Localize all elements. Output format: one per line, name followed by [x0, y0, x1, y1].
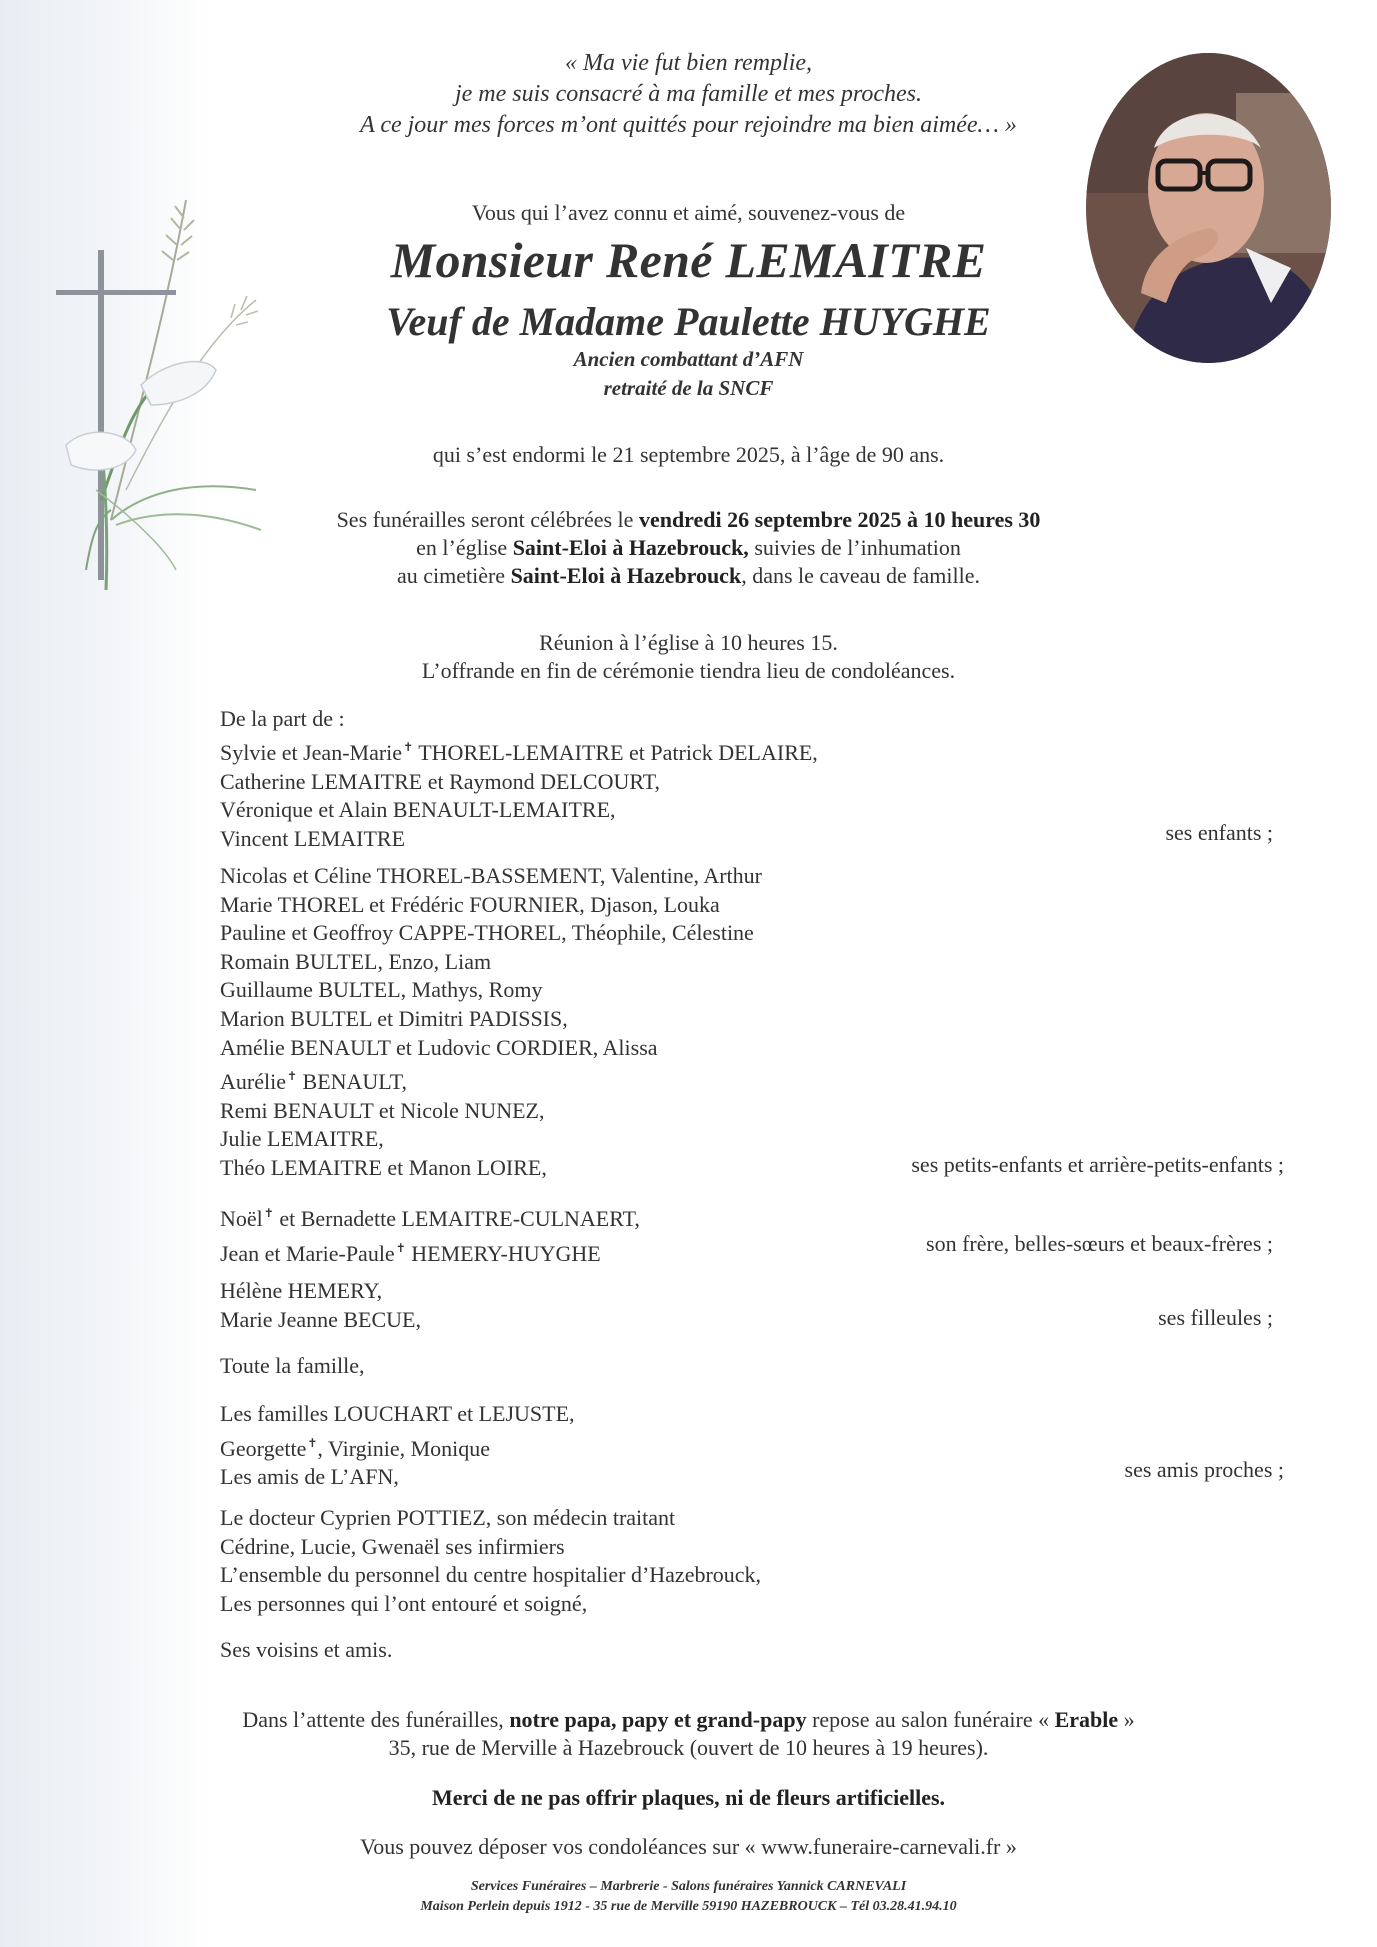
reunion-line-1: Réunion à l’église à 10 heures 15. [539, 630, 838, 655]
list-item: Véronique et Alain BENAULT-LEMAITRE, [220, 797, 616, 823]
list-item: Cédrine, Lucie, Gwenaël ses infirmiers [220, 1533, 565, 1559]
whole-family: Toute la famille, [220, 1353, 365, 1378]
quote-line-2: je me suis consacré à ma famille et mes proches. [454, 81, 922, 107]
footer-line-1: Services Funéraires – Marbrerie - Salons funéraires Yannick CARNEVALI [470, 1879, 907, 1894]
cross-icon: ✝ [395, 1240, 406, 1255]
list-item: Nicolas et Céline THOREL-BASSEMENT, Valentine, Arthur [220, 863, 762, 888]
relation-friends: ses amis proches ; [1124, 1457, 1284, 1482]
funeral-line-3: au cimetière Saint-Eloi à Hazebrouck, dans le caveau de famille. [396, 563, 981, 588]
no-plaques-notice: Merci de ne pas offrir plaques, ni de fleurs artificielles. [431, 1785, 946, 1810]
condolences-line: Vous pouvez déposer vos condoléances sur « www.funeraire-carnevali.fr » [360, 1834, 1017, 1859]
grandchildren-list [220, 862, 762, 1183]
children-list [220, 733, 818, 853]
deceased-name: Monsieur René LEMAITRE [390, 232, 987, 288]
list-item: Marie THOREL et Frédéric FOURNIER, Djason, Louka [220, 891, 720, 917]
title-sncf: retraité de la SNCF [603, 376, 774, 400]
funeral-line-2: en l’église Saint-Eloi à Hazebrouck, suivies de l’inhumation [416, 535, 961, 560]
list-item: Vincent LEMAITRE [220, 825, 406, 851]
death-notice: qui s’est endormi le 21 septembre 2025, à l’âge de 90 ans. [432, 442, 945, 467]
cross-icon: ✝ [307, 1435, 318, 1450]
goddaughters-list [220, 1277, 421, 1334]
list-item: Romain BULTEL, Enzo, Liam [220, 948, 492, 974]
list-item: Aurélie✝ BENAULT, [220, 1069, 408, 1095]
list-item: Marion BULTEL et Dimitri PADISSIS, [220, 1005, 568, 1031]
list-item: Pauline et Geoffroy CAPPE-THOREL, Théophile, Célestine [220, 920, 754, 946]
list-item: Catherine LEMAITRE et Raymond DELCOURT, [220, 768, 661, 794]
list-item: Marie Jeanne BECUE, [220, 1306, 421, 1332]
cross-icon: ✝ [286, 1069, 298, 1084]
list-item: Théo LEMAITRE et Manon LOIRE, [220, 1154, 547, 1180]
list-item: Les familles LOUCHART et LEJUSTE, [220, 1401, 575, 1426]
list-item: Jean et Marie-Paule✝ HEMERY-HUYGHE [220, 1240, 601, 1266]
list-item: Guillaume BULTEL, Mathys, Romy [220, 977, 543, 1003]
reunion-line-2: L’offrande en fin de cérémonie tiendra lieu de condoléances. [421, 658, 956, 683]
list-item: Amélie BENAULT et Ludovic CORDIER, Alissa [220, 1034, 658, 1060]
quote-line-1: « Ma vie fut bien remplie, [564, 50, 813, 76]
cross-icon: ✝ [403, 740, 414, 754]
list-item: Noël✝ et Bernadette LEMAITRE-CULNAERT, [220, 1206, 640, 1231]
list-item: Julie LEMAITRE, [220, 1126, 384, 1152]
family-intro: De la part de : [220, 706, 345, 731]
friends-list [220, 1400, 575, 1492]
list-item: Sylvie et Jean-Marie✝ THOREL-LEMAITRE et Patrick DELAIRE, [220, 740, 818, 765]
list-item: Remi BENAULT et Nicole NUNEZ, [220, 1097, 545, 1123]
intro-text: Vous qui l’avez connu et aimé, souvenez-vous de [471, 200, 906, 225]
neighbours: Ses voisins et amis. [220, 1637, 393, 1662]
list-item: Les amis de L’AFN, [220, 1464, 399, 1490]
relation-children: ses enfants ; [1165, 820, 1273, 845]
carers-list [220, 1504, 761, 1618]
list-item: Georgette✝, Virginie, Monique [220, 1435, 491, 1461]
list-item: Le docteur Cyprien POTTIEZ, son médecin traitant [220, 1505, 676, 1530]
list-item: L’ensemble du personnel du centre hospitalier d’Hazebrouck, [220, 1562, 762, 1588]
spouse-line: Veuf de Madame Paulette HUYGHE [386, 299, 991, 344]
quote-line-3: A ce jour mes forces m’ont quittés pour rejoindre ma bien aimée… » [360, 112, 1017, 138]
funeral-line-1: Ses funérailles seront célébrées le vendredi 26 septembre 2025 à 10 heures 30 [336, 507, 1041, 532]
list-item: Hélène HEMERY, [220, 1278, 383, 1303]
repose-line-1: Dans l’attente des funérailles, notre papa, papy et grand-papy repose au salon funéraire « Erable » [242, 1707, 1135, 1732]
relation-goddaughters: ses filleules ; [1158, 1305, 1273, 1330]
relation-grandchildren: ses petits-enfants et arrière-petits-enfants ; [911, 1152, 1284, 1177]
relation-siblings: son frère, belles-sœurs et beaux-frères ; [926, 1231, 1273, 1256]
list-item: Les personnes qui l’ont entouré et soigné, [220, 1590, 588, 1616]
cross-icon: ✝ [263, 1206, 274, 1220]
siblings-list [220, 1199, 640, 1268]
repose-line-2: 35, rue de Merville à Hazebrouck (ouvert de 10 heures à 19 heures). [388, 1735, 989, 1760]
title-afn: Ancien combattant d’AFN [573, 347, 804, 371]
footer-line-2: Maison Perlein depuis 1912 - 35 rue de Merville 59190 HAZEBROUCK – Tél 03.28.41.94.10 [420, 1899, 957, 1914]
